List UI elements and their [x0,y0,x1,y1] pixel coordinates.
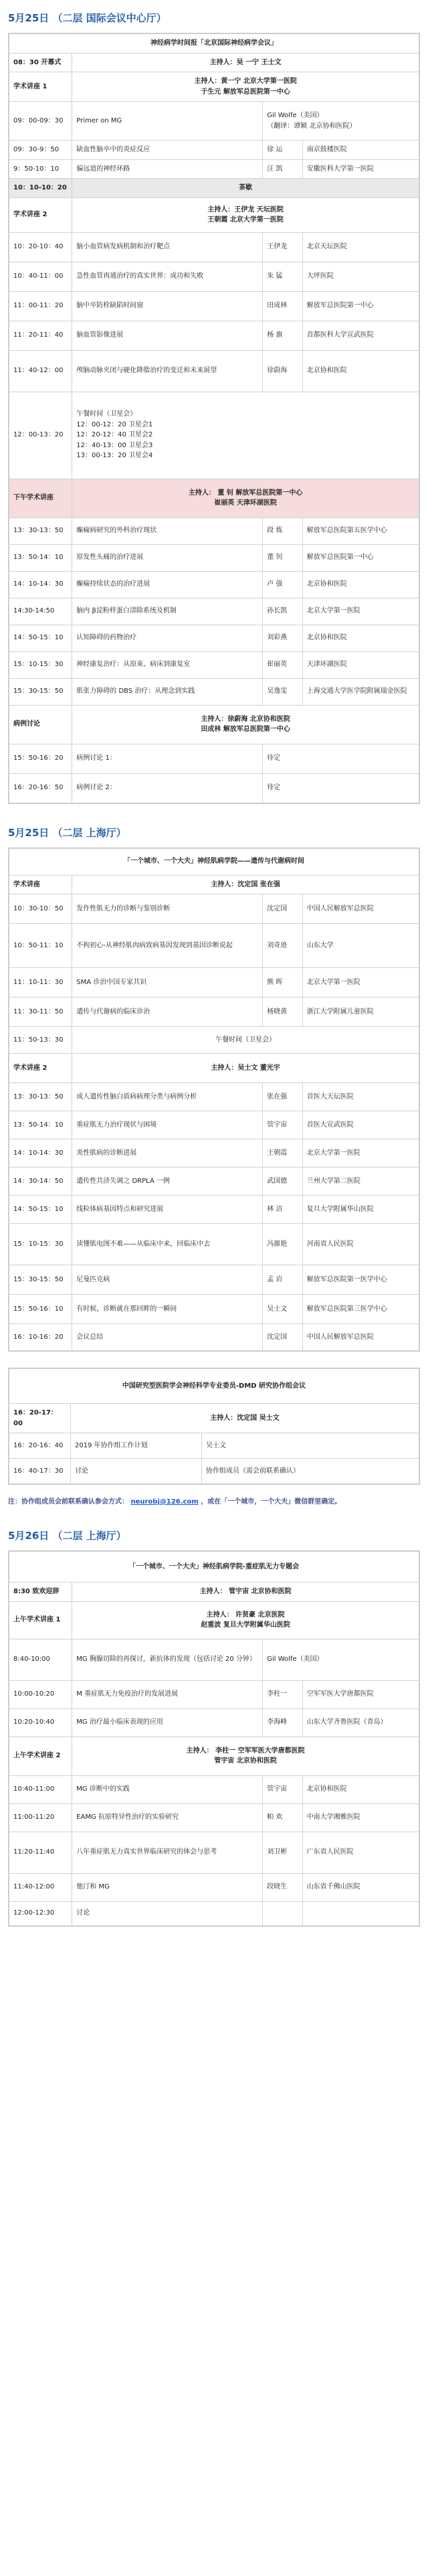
section-label: 学术讲座 2 [9,1054,72,1083]
row-topic: 颅脑动脉夹闭与硬化降脂治疗的变迁和未来展望 [72,350,263,392]
row-org: 山东大学 [302,924,419,968]
row-time: 09：00-09：30 [9,102,72,141]
table-row [9,924,419,968]
day2-session-title: 「一个城市、一个大夫」神经肌病学院——遗传与代谢病时间 [9,848,419,875]
row-speaker: 刘奇迹 [263,924,302,968]
lunch-line: 13：00-13：20 卫星会4 [76,452,153,460]
table-row [9,598,419,625]
section-label: 上午学术讲座 1 [9,1601,72,1639]
section-label: 学术讲座 1 [9,72,72,102]
row-org: 上海交通大学医学院附属瑞金医院 [302,678,419,705]
row-topic: 讨论 [72,1901,263,1925]
dmd-title: 中国研究型医院学会神经科学专业委员-DMD 研究协作组会议 [9,1369,419,1404]
lunch-label: 午餐时间（卫星会） [72,1027,419,1054]
row-speaker: 段晓生 [263,1873,302,1901]
table-row [9,102,419,141]
lunch-line: 12：40-13：00 卫星会3 [76,441,153,449]
row-time: 8:40-10:00 [9,1639,72,1680]
table-row [9,350,419,392]
row-speaker: 协作组成员（需会前联系确认） [202,1459,419,1484]
day3-session-title: 「一个城市、一个大夫」神经肌病学院-重症肌无力专题会 [9,1552,419,1583]
row-time: 12：00-13：20 [9,392,72,479]
row-org: 浙江大学附属儿童医院 [302,997,419,1027]
row-org: 山东大学齐鲁医院（青岛） [302,1708,419,1737]
day1-table [9,33,419,803]
row-speaker: 王朝霞 [263,1139,302,1168]
moderator: 主持人：沈定国 张在强 [72,875,419,894]
table-row [9,1265,419,1295]
row-topic: 有时候，诊断就在那回眸的一瞬间 [72,1295,263,1324]
row-time: 15：10-15：30 [9,1224,72,1265]
opening-time: 8:30 致欢迎辞 [9,1583,72,1602]
row-time: 14：30-14：50 [9,1168,72,1196]
row-topic: 病例讨论 1： [72,744,263,773]
note-text: ，或在「一个城市，一个大夫」微信群里确定。 [201,1498,342,1506]
row-time: 11:40-12:00 [9,1873,72,1901]
table-row [9,544,419,571]
dmd-meeting [8,1368,420,1485]
row-org: 北京大学第一医院 [302,1139,419,1168]
row-topic: 讨论 [71,1459,202,1484]
row-topic: 急性血管再通治疗的真实世界：成功和失败 [72,262,263,291]
row-time: 13：30-13：50 [9,517,72,544]
row-topic: 神经康复治疗：从原束、病床到康复室 [72,651,263,678]
row-speaker: 管宇宙 [263,1111,302,1139]
row-topic: SMA 诊治中国专家共识 [72,968,263,997]
table-row [9,651,419,678]
row-time: 13：50-14：10 [9,1111,72,1139]
row-time: 16：20-17：00 [9,1404,71,1433]
row-time: 15：50-16：20 [9,744,72,773]
table-row [9,1873,419,1901]
row-org: 解放军总医院第一中心 [302,544,419,571]
day1-title: 5月25日 （二层 国际会议中心厅） [8,12,167,24]
table-row [9,1803,419,1832]
day2-title: 5月25日 （二层 上海厅） [8,826,126,839]
row-topic: 遗传性共济失调之 DRPLA 一例 [72,1168,263,1196]
moderator: 主持人： 董 钊 解放军总医院第一中心 [188,489,303,497]
row-org: 解放军总医院第一中心 [302,291,419,321]
row-speaker: 田成林 [263,291,302,321]
row-speaker [263,1901,302,1925]
row-time: 14：50-15：10 [9,625,72,651]
row-time: 10:20-10:40 [9,1708,72,1737]
row-topic: 缺血性脑卒中的炎症反应 [72,141,263,160]
row-time: 09：30-9：50 [9,141,72,160]
row-topic: 他汀和 MG [72,1873,263,1901]
row-time: 10:00-10:20 [9,1680,72,1708]
section-label: 学术讲座 2 [9,197,72,232]
row-topic: 不拘初心-从神经肌肉病致病基因发现到基因诊断说起 [72,924,263,968]
row-org: 北京协和医院 [302,1775,419,1803]
row-org: 北京大学第一医院 [302,598,419,625]
moderator: 赵重波 复旦大学附属华山医院 [201,1621,290,1629]
table-row [9,262,419,291]
opening-host: 主持人：吴 一宁 王士文 [72,53,419,72]
day2-table [9,848,419,1352]
table-row [9,321,419,350]
row-speaker: 待定 [263,773,419,803]
row-speaker: 卢 强 [263,571,302,598]
row-time: 14：50-15：10 [9,1196,72,1224]
moderator: 田成林 解放军总医院第一中心 [201,726,290,733]
row-org: 解放军总医院第一医学中心 [302,1265,419,1295]
tea-break-row [9,179,419,198]
row-speaker: 段 炼 [263,517,302,544]
row-topic: 会议总结 [72,1324,263,1351]
row-topic: 成人遗传性脑白质病病理分类与病例分析 [72,1083,263,1111]
row-org: 广东省人民医院 [302,1832,419,1873]
row-time: 11:20-11:40 [9,1832,72,1873]
row-time: 10:40-11:00 [9,1775,72,1803]
table-row [9,773,419,803]
row-org: 大坪医院 [302,262,419,291]
moderator: 主持人：沈定国 吴士文 [71,1404,419,1433]
table-row [9,997,419,1027]
row-time: 16：20-16：40 [9,1433,71,1459]
row-topic: Primer on MG [72,102,263,141]
row-time: 10：40-11：00 [9,262,72,291]
row-topic: 原发性头痛的治疗进展 [72,544,263,571]
section-label: 上午学术讲座 2 [9,1737,72,1775]
table-row [9,1775,419,1803]
opening-time: 08：30 开幕式 [9,53,72,72]
tea-break-label: 茶歇 [72,179,419,198]
row-speaker: 杨晓黄 [263,997,302,1027]
table-row [9,571,419,598]
row-topic: 尼曼匹克病 [72,1265,263,1295]
row-speaker: 沈定国 [263,894,302,924]
table-row [9,1224,419,1265]
moderator: 主持人： 许贤豪 北京医院 [206,1611,285,1619]
day3-schedule [8,1550,420,1927]
table-row [9,1196,419,1224]
day3-table [9,1551,419,1926]
lunch-line: 12：00-12：20 卫星会1 [76,420,153,428]
row-speaker: 吴士文 [263,1295,302,1324]
table-row [9,1324,419,1351]
row-topic: 2019 年协作组工作计划 [71,1433,202,1459]
lunch-row [9,1027,419,1054]
row-speaker: 管宇宙 [263,1775,302,1803]
row-topic: 偏远道的神经环路 [72,159,263,179]
row-speaker: 待定 [263,744,419,773]
moderator: 于生元 解放军总医院第一中心 [201,88,290,96]
lunch-row [9,392,419,479]
row-topic: 癫痫病研究的外科治疗现状 [72,517,263,544]
row-time: 10：10-10：20 [9,179,72,198]
dmd-note [8,1496,420,1506]
row-org: 首医大天坛医院 [302,1083,419,1111]
table-row [9,1708,419,1737]
row-org: 空军军医大学唐都医院 [302,1680,419,1708]
table-row [9,232,419,262]
row-speaker: 武国德 [263,1168,302,1196]
row-time: 11：20-11：40 [9,321,72,350]
row-topic: 癫痫持续状态的治疗进展 [72,571,263,598]
row-speaker: 吴逸雯 [263,678,302,705]
row-speaker: Gil Wolfe（美国） [263,1639,419,1680]
row-org: 中南大学湘雅医院 [302,1803,419,1832]
table-row [9,1295,419,1324]
row-time: 10：50-11：10 [9,924,72,968]
row-speaker: Gil Wolfe（美国） （翻译：谭颖 北京协和医院） [263,102,419,141]
row-org: 安徽医科大学第一医院 [302,159,419,179]
table-row [9,894,419,924]
row-speaker: 王伊龙 [263,232,302,262]
row-org: 南京鼓楼医院 [302,141,419,160]
row-time: 14:30-14:50 [9,598,72,625]
moderator: 管宇宙 北京协和医院 [214,1757,277,1765]
row-speaker: 孙长凯 [263,598,302,625]
row-time: 11:00-11:20 [9,1803,72,1832]
moderator: 主持人：王伊龙 天坛医院 [207,206,284,214]
table-row [9,1111,419,1139]
row-org: 北京天坛医院 [302,232,419,262]
row-org: 山东省千佛山医院 [302,1873,419,1901]
row-topic: 炎性肌病的诊断进展 [72,1139,263,1168]
table-row [9,678,419,705]
section-label: 学术讲座 [9,875,72,894]
day1-schedule [8,33,420,804]
table-row [9,1901,419,1925]
row-org: 中国人民解放军总医院 [302,1324,419,1351]
table-row [9,1639,419,1680]
row-topic: 读懂肌电图不难——从临床中来，回临床中去 [72,1224,263,1265]
row-time: 10：30-10：50 [9,894,72,924]
moderator: 主持人：吴士文 董光宇 [72,1054,419,1083]
row-topic: 病例讨论 2： [72,773,263,803]
row-org [302,1901,419,1925]
row-speaker: 李海峰 [263,1708,302,1737]
row-time: 15：30-15：50 [9,1265,72,1295]
table-row [9,744,419,773]
day1-session-title: 神经病学时间报「北京国际神经病学会议」 [9,34,419,54]
row-topic: M 重症肌无力免疫治疗的发展进展 [72,1680,263,1708]
note-text: 注：协作组成员会前联系确认参会方式： [8,1498,128,1506]
row-speaker: 张在强 [263,1083,302,1111]
row-org: 复旦大学附属华山医院 [302,1196,419,1224]
row-time: 11：00-11：20 [9,291,72,321]
moderator: 王朝霞 北京大学第一医院 [207,216,284,224]
row-topic: 发作性肌无力的诊断与鉴别诊断 [72,894,263,924]
opening-host: 主持人： 管宇宙 北京协和医院 [72,1583,419,1602]
row-org: 北京协和医院 [302,571,419,598]
row-org: 兰州大学第二医院 [302,1168,419,1196]
row-time: 16：40-17：30 [9,1459,71,1484]
table-row [9,159,419,179]
table-row [9,1139,419,1168]
table-row [9,1832,419,1873]
table-row [9,1168,419,1196]
row-org: 北京大学第一医院 [302,968,419,997]
row-topic: MG 诊断中的实践 [72,1775,263,1803]
row-speaker: 冯源艳 [263,1224,302,1265]
row-org: 首都医科大学宣武医院 [302,321,419,350]
section-label: 下午学术讲座 [9,479,72,517]
moderator: 主持人：黄一宁 北京大学第一医院 [194,78,297,85]
table-row [9,291,419,321]
table-row [9,625,419,651]
row-topic: 遗传与代谢病的临床诊治 [72,997,263,1027]
row-time: 12:00-12:30 [9,1901,72,1925]
row-org: 解放军总医院第五医学中心 [302,517,419,544]
row-speaker: 董 钊 [263,544,302,571]
lunch-line: 12：20-12：40 卫星会2 [76,431,153,439]
row-org: 解放军总医院第三医学中心 [302,1295,419,1324]
row-time: 16：20-16：50 [9,773,72,803]
row-time: 13：30-13：50 [9,1083,72,1111]
row-topic: 肌张力障碍的 DBS 治疗：从理念到实践 [72,678,263,705]
row-time: 13：50-14：10 [9,544,72,571]
email-link[interactable]: neurobj@126.com [130,1498,199,1506]
dmd-table [9,1368,419,1484]
row-time: 11：10-11：30 [9,968,72,997]
row-time: 11：40-12：00 [9,350,72,392]
row-speaker: 汪 凯 [263,159,302,179]
row-time: 10：20-10：40 [9,232,72,262]
row-speaker: 徐蔚海 [263,350,302,392]
row-topic: MG 治疗最小临床表现的应用 [72,1708,263,1737]
row-speaker: 林 洁 [263,1196,302,1224]
moderator: 主持人：徐蔚海 北京协和医院 [201,715,290,723]
row-org: 首医大宣武医院 [302,1111,419,1139]
row-speaker: 熊 晖 [263,968,302,997]
row-topic: 八年重症肌无力真实世界临床研究的体会与思考 [72,1832,263,1873]
row-topic: 认知障碍的药物治疗 [72,625,263,651]
lunch-line: 午餐时间（卫星会） [76,410,137,418]
row-topic: 线粒体病基因特点和研究进展 [72,1196,263,1224]
row-speaker: 李柱一 [263,1680,302,1708]
row-time: 14：10-14：30 [9,571,72,598]
row-speaker: 崔丽英 [263,651,302,678]
row-topic: 脑中卒防栓缺陷时间窗 [72,291,263,321]
table-row [9,141,419,160]
row-speaker: 徐 运 [263,141,302,160]
row-topic: EAMG 抗原特异性治疗的实验研究 [72,1803,263,1832]
moderator: 主持人： 李柱一 空军军医大学唐都医院 [186,1747,305,1755]
table-row [9,1459,419,1484]
row-topic: 脑血管影像进展 [72,321,263,350]
table-row [9,968,419,997]
row-time: 11：50-13：30 [9,1027,72,1054]
row-speaker: 刘彩燕 [263,625,302,651]
row-speaker: 朱 猛 [263,262,302,291]
row-org: 中国人民解放军总医院 [302,894,419,924]
table-row [9,517,419,544]
table-row [9,1083,419,1111]
row-org: 天津环湖医院 [302,651,419,678]
row-topic: 重症肌无力治疗现状与困境 [72,1111,263,1139]
row-time: 11：30-11：50 [9,997,72,1027]
row-time: 15：30-15：50 [9,678,72,705]
row-speaker: 帕 欢 [263,1803,302,1832]
row-org: 河南省人民医院 [302,1224,419,1265]
row-speaker: 杨 旗 [263,321,302,350]
row-speaker: 吴士文 [202,1433,419,1459]
row-time: 9：50-10：10 [9,159,72,179]
row-topic: 脑小血管病发病机制和治疗靶点 [72,232,263,262]
row-speaker: 刘卫彬 [263,1832,302,1873]
moderator: 崔丽英 天津环湖医院 [214,499,277,507]
row-time: 15：10-15：30 [9,651,72,678]
section-label: 病例讨论 [9,705,72,744]
table-row [9,1680,419,1708]
day3-title: 5月26日 （二层 上海厅） [8,1530,126,1542]
row-org: 北京协和医院 [302,350,419,392]
table-row [9,1433,419,1459]
row-time: 16：10-16：20 [9,1324,72,1351]
day2-schedule [8,848,420,1352]
row-time: 14：10-14：30 [9,1139,72,1168]
row-speaker: 孟 岩 [263,1265,302,1295]
row-org: 北京协和医院 [302,625,419,651]
row-topic: 脑内 β淀粉样蛋白清除系统及机制 [72,598,263,625]
row-topic: MG 胸腺切除的再探讨，新抗体的发现（包括讨论 20 分钟） [72,1639,263,1680]
row-speaker: 沈定国 [263,1324,302,1351]
row-time: 15：50-16：10 [9,1295,72,1324]
